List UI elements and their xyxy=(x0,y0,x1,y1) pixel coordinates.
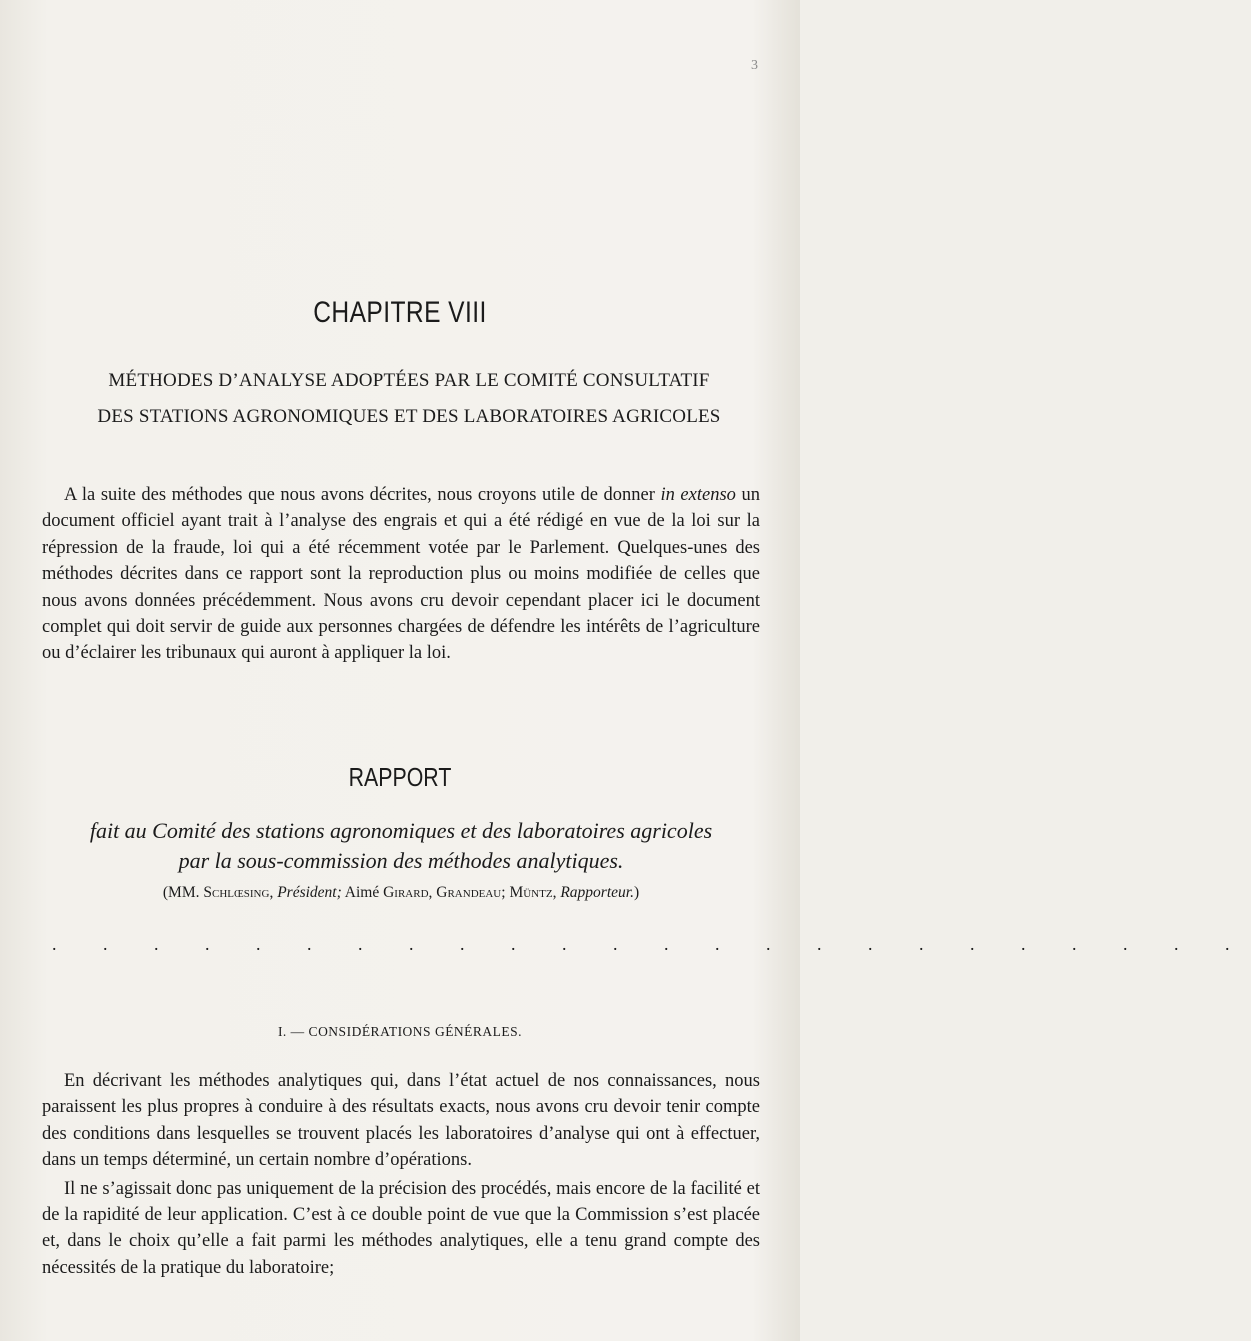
member-grandeau: Grandeau xyxy=(436,884,502,901)
section-paragraph-2: Il ne s’agissait donc pas uniquement de la précision des procédés, mais encore de la facilité et de la rapidité de leur application. C’est à ce double point de vue que la Commission s’est placée et, dans le choix qu’elle a fait parmi les méthodes analytiques, elle a tenu grand compte des nécessités de la pratique du laboratoire; xyxy=(42,1178,760,1278)
role-president: Président; xyxy=(277,884,342,901)
role-rapporteur: Rapporteur. xyxy=(560,884,634,901)
page-number: 3 xyxy=(751,58,758,73)
rapport-subtitle-line-2: par la sous-commission des méthodes analytiques. xyxy=(178,848,624,873)
section-paragraph-1: En décrivant les méthodes analytiques qui, dans l’état actuel de nos connaissances, nous paraissent les plus propres à conduire à des résultats exacts, nous avons cru devoir tenir compte des conditions dans lesquelles se trouvent placés les laboratoires d’analyse qui ont à effectuer, dans un temps déterminé, un certain nombre d’opérations. xyxy=(42,1071,760,1171)
members-open: (MM. xyxy=(162,884,204,901)
ellipsis-dots: . . . . . . . . . . . . . . . . . . . . . . . . xyxy=(52,934,1251,954)
section-body xyxy=(42,1068,760,1281)
intro-lead: A la suite des méthodes que nous avons décrites, nous croyons utile de donner xyxy=(64,485,655,505)
intro-paragraph xyxy=(42,482,760,667)
intro-italic: in extenso xyxy=(660,485,736,505)
member-girard: Girard xyxy=(383,884,429,901)
chapter-title: CHAPITRE VIII xyxy=(313,296,487,329)
rapport-title: RAPPORT xyxy=(348,762,452,792)
member-aime: Aimé xyxy=(344,884,384,901)
intro-rest: un document officiel ayant trait à l’analyse des engrais et qui a été rédigé en vue de la loi sur la répression de la fraude, loi qui a été récemment votée par le Parlement. Quelques-unes des méthodes décrites dans ce rapport sont la reproduction plus ou moins modifiée de celles que nous avons données précédemment. Nous avons cru devoir cependant placer ici le document complet qui doit servir de guide aux personnes chargées de défendre les intérêts de l’agriculture ou d’éclairer les tribunaux qui auront à appliquer la loi. xyxy=(42,485,760,664)
intro-text xyxy=(42,482,760,667)
members-close: ) xyxy=(633,884,640,901)
member-schloesing: Schlœsing xyxy=(203,884,270,901)
rapport-members: (MM. Schlœsing, Président; Aimé Girard, Grandeau; Müntz, Rapporteur.) xyxy=(162,884,640,901)
chapter-subtitle-line-1: MÉTHODES D’ANALYSE ADOPTÉES PAR LE COMITÉ CONSULTATIF xyxy=(108,370,710,391)
rapport-subtitle-line-1: fait au Comité des stations agronomiques et des laboratoires agricoles xyxy=(89,818,713,843)
member-muntz: Müntz xyxy=(509,884,553,901)
section-heading: I. — CONSIDÉRATIONS GÉNÉRALES. xyxy=(277,1024,523,1039)
chapter-subtitle-line-2: DES STATIONS AGRONOMIQUES ET DES LABORATOIRES AGRICOLES xyxy=(97,406,721,427)
